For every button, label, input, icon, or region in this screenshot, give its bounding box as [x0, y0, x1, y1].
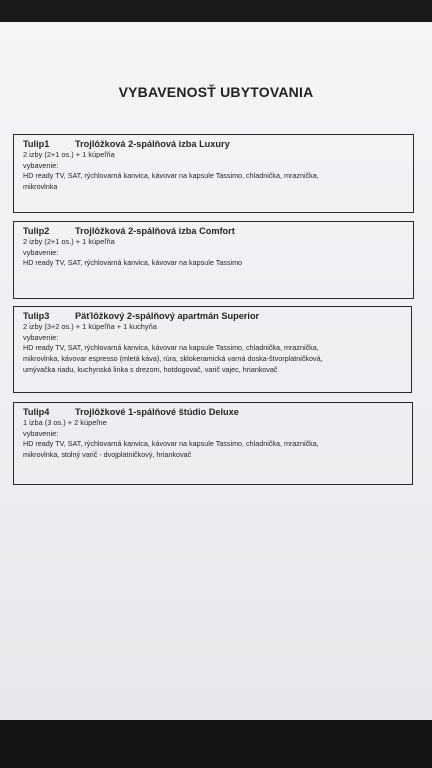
room-name: Trojlôžková 2-spálňová izba Comfort: [75, 226, 235, 236]
table-surface: [0, 720, 432, 768]
equipment-line: HD ready TV, SAT, rýchlovarná kanvica, kávovar na kapsule Tassimo: [23, 258, 243, 267]
equipment-line: mikrovlnka, kávovar espresso (mletá káva), rúra, sklokeramická varná doska-štvorplatničková,: [23, 353, 323, 363]
room-code: Tulip2: [23, 226, 50, 236]
document-title: VYBAVENOSŤ UBYTOVANIA: [118, 84, 314, 100]
room-code: Tulip3: [23, 311, 50, 321]
equipment-label: vybavenie:: [23, 160, 59, 170]
equipment-line: umývačka riadu, kuchynská linka s drezom, hotdogovač, varič vajec, hriankovač: [23, 364, 278, 374]
equipment-line: HD ready TV, SAT, rýchlovarná kanvica, kávovar na kapsule Tassimo, chladnička, mraznička,: [23, 343, 319, 352]
room-card-tulip4: [13, 402, 413, 485]
equipment-line: HD ready TV, SAT, rýchlovarná kanvica, kávovar na kapsule Tassimo, chladnička, mraznička,: [23, 171, 319, 180]
room-layout: 2 izby (2+1 os.) + 1 kúpeľňa: [23, 150, 115, 159]
room-card-tulip2: [13, 221, 414, 299]
equipment-label: vybavenie:: [23, 428, 59, 438]
room-card-tulip3: [13, 306, 412, 393]
room-heading: [23, 310, 405, 322]
room-card-tulip1: [13, 134, 414, 213]
equipment-line: mikrovlnka: [23, 181, 58, 191]
equipment-label: vybavenie:: [23, 247, 59, 257]
equipment-line: HD ready TV, SAT, rýchlovarná kanvica, kávovar na kapsule Tassimo, chladnička, mraznička,: [23, 439, 319, 448]
room-name: Päťlôžkový 2-spálňový apartmán Superior: [75, 311, 260, 321]
room-heading: [23, 225, 407, 237]
room-code: Tulip1: [23, 139, 50, 149]
room-code: Tulip4: [23, 407, 50, 417]
room-heading: [23, 406, 406, 418]
room-layout: 1 izba (3 os.) + 2 kúpeľne: [23, 418, 107, 427]
equipment-label: vybavenie:: [23, 332, 59, 342]
room-layout: 2 izby (2+1 os.) + 1 kúpeľňa: [23, 237, 115, 246]
room-layout: 2 izby (3+2 os.) + 1 kúpeľňa + 1 kuchyňa: [23, 322, 157, 331]
room-heading: [23, 138, 407, 150]
room-name: Trojlôžkové 1-spálňové štúdio Deluxe: [75, 407, 239, 417]
equipment-line: mikrovlnka, stolný varič - dvojplatničkový, hriankovač: [23, 449, 192, 459]
room-name: Trojlôžková 2-spálňová izba Luxury: [75, 139, 230, 149]
